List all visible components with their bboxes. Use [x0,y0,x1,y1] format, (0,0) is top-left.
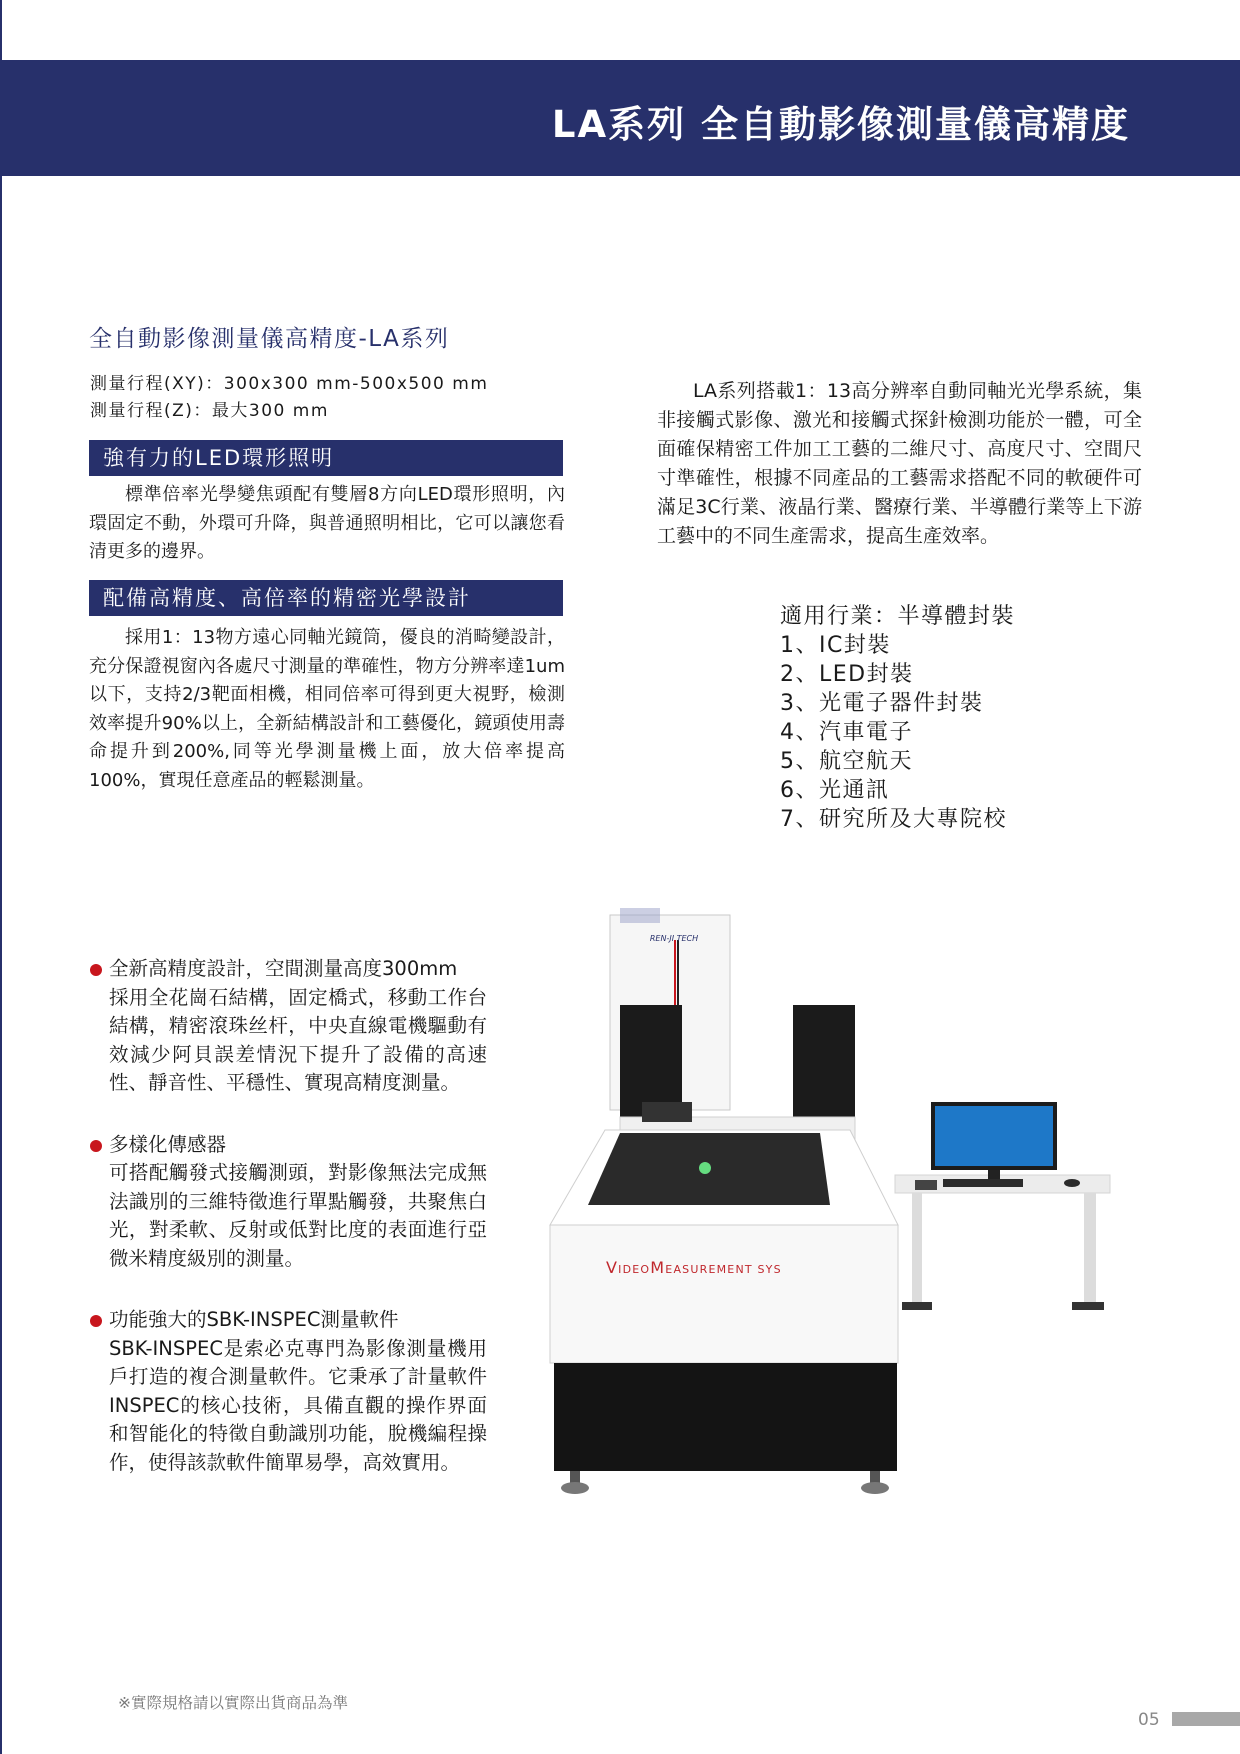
industry-item: 3、光電子器件封裝 [780,691,984,716]
bullet-text: 採用全花崗石結構，固定橋式，移動工作台結構，精密滾珠丝杆，中央直線電機驅動有效減少阿貝誤差情況下提升了設備的高速性、靜音性、平穩性、實現高精度測量。 [109,985,487,1094]
bullet-item [87,955,487,1098]
label-cap-v: V [606,1258,619,1277]
intro-text [657,377,1142,551]
feature-bullets [87,955,487,1510]
desk-leg [1084,1193,1096,1305]
lens-head [642,1102,692,1122]
mouse [1064,1179,1080,1187]
label-ideo: IDEO [618,1263,651,1276]
bullet-text: SBK-INSPEC是索必克專門為影像測量機用戶打造的複合測量軟件。它秉承了計量軟件INSPEC的核心技術，具備直觀的操作界面和智能化的特徵自動識別功能，脫機編程操作，使得該款軟件簡單易學，高效實用。 [109,1336,487,1474]
bullet-dot-icon [90,1140,102,1152]
machine-front [550,1225,898,1363]
footnote: ※實際規格請以實際出貨商品為準 [118,1694,348,1712]
feature2-text [89,624,565,795]
bullet-title: 功能強大的SBK-INSPEC測量軟件 [109,1308,399,1331]
bullet-dot-icon [90,964,102,976]
industry-item: 7、研究所及大專院校 [780,807,1007,832]
foot-pad [861,1482,889,1494]
brand-logo-icon [620,908,660,923]
machine-illustration [540,905,1140,1505]
keyboard [943,1179,1023,1187]
page-bar [1172,1712,1240,1726]
foot-pad [561,1482,589,1494]
spec-xy: 測量行程(XY)：300x300 mm-500x500 mm [90,374,489,394]
industry-heading: 適用行業：半導體封裝 [780,604,1016,629]
industry-list [780,602,1015,834]
bullet-title: 全新高精度設計，空間測量高度300mm [109,957,458,980]
desk-foot [902,1302,932,1310]
page-title: LA系列 全自動影像測量儀高精度 [551,103,1130,146]
feature2-heading: 配備高精度、高倍率的精密光學設計 [89,580,563,616]
feature1-text [89,481,565,567]
bullet-title: 多樣化傳感器 [109,1132,227,1156]
industry-item: 5、航空航天 [780,749,913,774]
intro-paragraph: LA系列搭載1：13高分辨率自動同軸光光學系統，集非接觸式影像、激光和接觸式探針檢測功能於一體，可全面確保精密工件加工工藝的二維尺寸、高度尺寸、空間尺寸準確性，根據不同產品的工藝需求搭配不同的軟硬件可滿足3C行業、液晶行業、醫療行業、半導體行業等上下游工藝中的不同生產需求，提高生產效率。 [657,380,1142,547]
right-panel [793,1005,855,1117]
feature1-paragraph: 標準倍率光學變焦頭配有雙層8方向LED環形照明，內環固定不動，外環可升降，與普通照明相比，它可以讓您看清更多的邊界。 [89,484,565,562]
page-number: 05 [1138,1710,1160,1730]
industry-item: 4、汽車電子 [780,720,913,745]
feature1-heading: 強有力的LED環形照明 [89,440,563,476]
label-rest: EASUREMENT SYS [665,1263,782,1276]
industry-item: 6、光通訊 [780,778,890,803]
industry-item: 2、LED封裝 [780,662,914,687]
bullet-dot-icon [90,1315,102,1327]
feature2-paragraph: 採用1：13物方遠心同軸光鏡筒，優良的消畸變設計，充分保證視窗內各處尺寸測量的準確性，物方分辨率達1um以下，支持2/3靶面相機，相同倍率可得到更大視野，檢測效率提升90%以上，全新結構設計和工藝優化，鏡頭使用壽命提升到200%,同等光學測量機上面，放大倍率提高100%，實現任意產品的輕鬆測量。 [89,627,565,791]
label-cap-m: M [650,1258,666,1277]
header-band [0,60,1240,176]
desk-foot [1072,1302,1104,1310]
bullet-item [87,1306,487,1477]
spec-z: 測量行程(Z)：最大300 mm [90,401,329,421]
machine-brand: REN-JI TECH [649,934,699,943]
machine-cabinet [554,1363,897,1471]
desk-leg [912,1193,922,1305]
bullet-item [87,1131,487,1274]
left-edge-rule [0,0,2,1754]
monitor-screen [935,1106,1053,1166]
section-title: 全自動影像測量儀高精度-LA系列 [89,326,450,352]
industry-item: 1、IC封裝 [780,633,891,658]
monitor-stand [988,1170,1000,1179]
bullet-text: 可搭配觸發式接觸測頭，對影像無法完成無法識別的三維特徵進行單點觸發，共聚焦白光，對柔軟、反射或低對比度的表面進行亞微米精度級別的測量。 [109,1161,487,1270]
left-panel [620,1005,682,1117]
stage-light-icon [699,1162,711,1174]
joystick [915,1180,937,1190]
